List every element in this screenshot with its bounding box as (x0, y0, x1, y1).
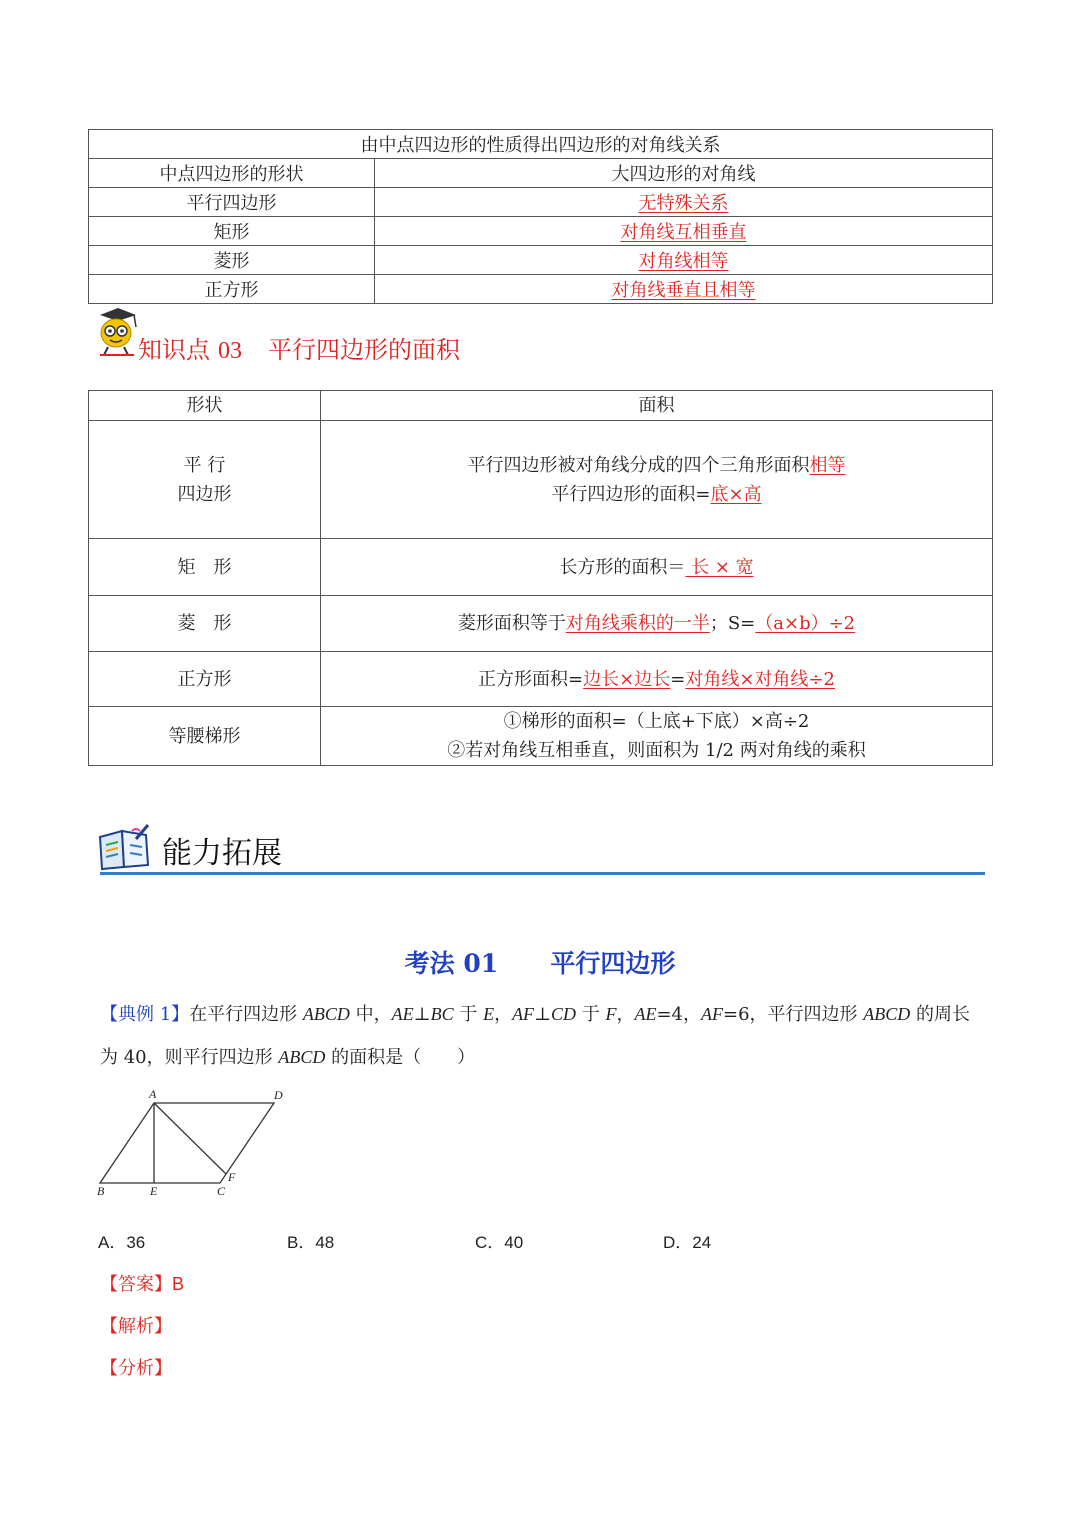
label-a: A (149, 1087, 157, 1101)
label-c: C (217, 1184, 226, 1198)
table-row (89, 188, 993, 217)
section-title: 能力拓展 (162, 836, 282, 871)
label-e: E (150, 1184, 158, 1198)
option-a: A．36 (98, 1233, 146, 1252)
option-c: C．40 (475, 1233, 524, 1252)
row-relation: 对角线相等 (638, 251, 729, 272)
area-rhombus: 菱形面积等于对角线乘积的一半；S=（a×b）÷2 (321, 596, 993, 652)
option-d: D．24 (663, 1233, 712, 1252)
table-title: 由中点四边形的性质得出四边形的对角线关系 (89, 130, 993, 159)
parallelogram-figure (94, 1085, 294, 1200)
knowledge-point-title (138, 330, 460, 365)
example-line-2: 为 40，则平行四边形 ABCD 的面积是（ ） (100, 1047, 476, 1068)
answer-text: 长 × 宽 (685, 556, 754, 578)
answer-tag: 【答案】 (100, 1274, 172, 1295)
table-row (89, 652, 993, 707)
table-row (89, 246, 993, 275)
shape-trapezoid: 等腰梯形 (89, 707, 321, 766)
table-row (89, 596, 993, 652)
header-shape: 形状 (89, 391, 321, 421)
answer-value: B (172, 1274, 185, 1294)
answer-text: 对角线×对角线÷2 (685, 668, 835, 690)
row-shape: 正方形 (89, 275, 375, 304)
area-rectangle: 长方形的面积＝ 长 × 宽 (321, 539, 993, 596)
diagonal-relation-table (88, 129, 993, 304)
example-line-1: 【典例 1】在平行四边形 ABCD 中，AE⊥BC 于 E，AF⊥CD 于 F，AE=4，AF=6，平行四边形 ABCD 的周长 (100, 1004, 971, 1025)
label-f: F (228, 1170, 236, 1184)
table-row (89, 217, 993, 246)
answer-text: （a×b）÷2 (755, 613, 856, 634)
shape-rhombus: 菱 形 (89, 596, 321, 652)
knowledge-label: 知识点 (138, 336, 210, 364)
shape-parallelogram: 平 行 四边形 (89, 421, 321, 539)
table-row (89, 421, 993, 539)
label-d: D (274, 1088, 283, 1102)
knowledge-name: 平行四边形的面积 (268, 336, 460, 364)
table-row (89, 539, 993, 596)
area-square: 正方形面积=边长×边长=对角线×对角线÷2 (321, 652, 993, 707)
row-relation: 无特殊关系 (638, 193, 729, 214)
label-b: B (97, 1184, 105, 1198)
header-area: 面积 (321, 391, 993, 421)
analysis-tag: 【解析】 (100, 1316, 172, 1337)
row-relation: 对角线垂直且相等 (611, 280, 756, 301)
header-diagonal: 大四边形的对角线 (375, 159, 993, 188)
row-relation: 对角线互相垂直 (620, 222, 747, 243)
book-icon (96, 823, 152, 871)
answer-text: 相等 (809, 454, 846, 476)
option-b: B．48 (287, 1233, 335, 1252)
shape-rectangle: 矩 形 (89, 539, 321, 596)
area-parallelogram: 平行四边形被对角线分成的四个三角形面积相等 平行四边形的面积=底×高 (321, 421, 993, 539)
answer-text: 边长×边长 (583, 668, 671, 690)
method-title: 考法 01 平行四边形 (404, 949, 676, 978)
knowledge-number: 03 (218, 338, 242, 364)
area-trapezoid: ①梯形的面积=（上底+下底）×高÷2 ②若对角线互相垂直，则面积为 1/2 两对角线的乘积 (321, 707, 993, 766)
row-shape: 平行四边形 (89, 188, 375, 217)
table-row (89, 275, 993, 304)
row-shape: 菱形 (89, 246, 375, 275)
row-shape: 矩形 (89, 217, 375, 246)
section-divider (100, 872, 985, 875)
fenxi-tag: 【分析】 (100, 1358, 172, 1379)
answer-text: 底×高 (710, 483, 762, 505)
answer-line (100, 1270, 184, 1296)
header-shape: 中点四边形的形状 (89, 159, 375, 188)
table-row (89, 707, 993, 766)
example-tag: 【典例 1】 (100, 1004, 190, 1025)
answer-text: 对角线乘积的一半 (565, 613, 710, 634)
area-table (88, 390, 993, 766)
shape-square: 正方形 (89, 652, 321, 707)
